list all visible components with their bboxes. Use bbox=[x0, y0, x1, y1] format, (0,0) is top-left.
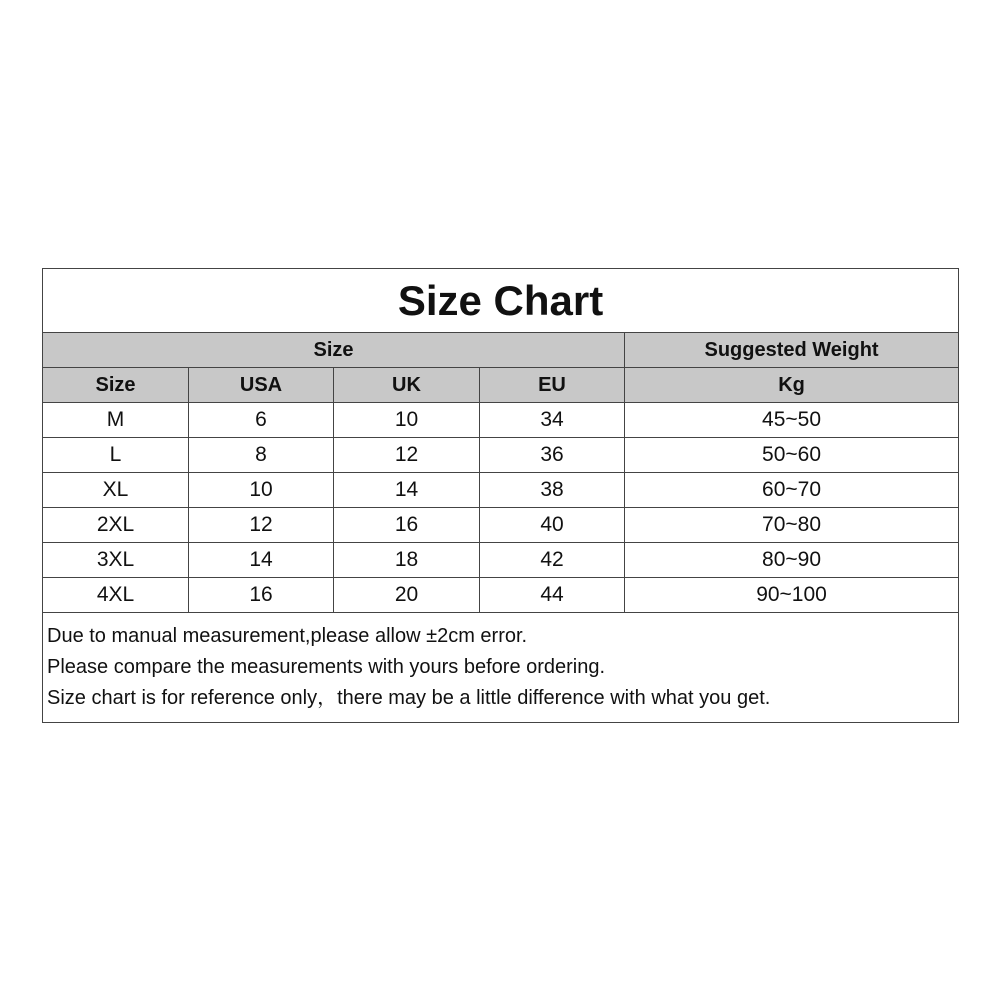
cell-size: XL bbox=[43, 473, 189, 508]
table-row bbox=[43, 578, 959, 613]
note-measurement-error: Due to manual measurement,please allow ±2cm error. bbox=[47, 625, 528, 647]
cell-size: M bbox=[43, 403, 189, 438]
cell-uk: 12 bbox=[334, 438, 480, 473]
cell-eu: 34 bbox=[480, 403, 625, 438]
column-header-usa: USA bbox=[189, 368, 334, 403]
cell-size: 3XL bbox=[43, 543, 189, 578]
cell-kg: 45~50 bbox=[625, 403, 959, 438]
cell-uk: 14 bbox=[334, 473, 480, 508]
table-row bbox=[43, 543, 959, 578]
notes-row bbox=[43, 613, 959, 723]
size-chart-table bbox=[42, 268, 959, 723]
cell-kg: 80~90 bbox=[625, 543, 959, 578]
column-header-eu: EU bbox=[480, 368, 625, 403]
cell-usa: 14 bbox=[189, 543, 334, 578]
cell-usa: 16 bbox=[189, 578, 334, 613]
cell-eu: 36 bbox=[480, 438, 625, 473]
cell-eu: 42 bbox=[480, 543, 625, 578]
note-compare-measurements: Please compare the measurements with yours before ordering. bbox=[47, 656, 606, 678]
cell-size: L bbox=[43, 438, 189, 473]
table-row bbox=[43, 403, 959, 438]
cell-usa: 10 bbox=[189, 473, 334, 508]
table-row bbox=[43, 508, 959, 543]
cell-kg: 50~60 bbox=[625, 438, 959, 473]
table-row bbox=[43, 473, 959, 508]
cell-eu: 38 bbox=[480, 473, 625, 508]
notes-cell bbox=[43, 613, 959, 723]
cell-kg: 90~100 bbox=[625, 578, 959, 613]
column-header-kg: Kg bbox=[625, 368, 959, 403]
cell-uk: 20 bbox=[334, 578, 480, 613]
cell-kg: 70~80 bbox=[625, 508, 959, 543]
column-header-uk: UK bbox=[334, 368, 480, 403]
cell-usa: 8 bbox=[189, 438, 334, 473]
cell-usa: 6 bbox=[189, 403, 334, 438]
cell-eu: 40 bbox=[480, 508, 625, 543]
column-header-row bbox=[43, 368, 959, 403]
cell-uk: 10 bbox=[334, 403, 480, 438]
cell-uk: 18 bbox=[334, 543, 480, 578]
cell-usa: 12 bbox=[189, 508, 334, 543]
cell-uk: 16 bbox=[334, 508, 480, 543]
title-row bbox=[43, 269, 959, 333]
cell-kg: 60~70 bbox=[625, 473, 959, 508]
size-group-header: Size bbox=[43, 333, 625, 368]
column-header-size: Size bbox=[43, 368, 189, 403]
chart-title: Size Chart bbox=[43, 269, 959, 333]
group-header-row bbox=[43, 333, 959, 368]
note-reference-only: Size chart is for reference only，there may be a little difference with what you get. bbox=[47, 687, 771, 709]
cell-eu: 44 bbox=[480, 578, 625, 613]
table-row bbox=[43, 438, 959, 473]
weight-group-header: Suggested Weight bbox=[625, 333, 959, 368]
cell-size: 2XL bbox=[43, 508, 189, 543]
cell-size: 4XL bbox=[43, 578, 189, 613]
